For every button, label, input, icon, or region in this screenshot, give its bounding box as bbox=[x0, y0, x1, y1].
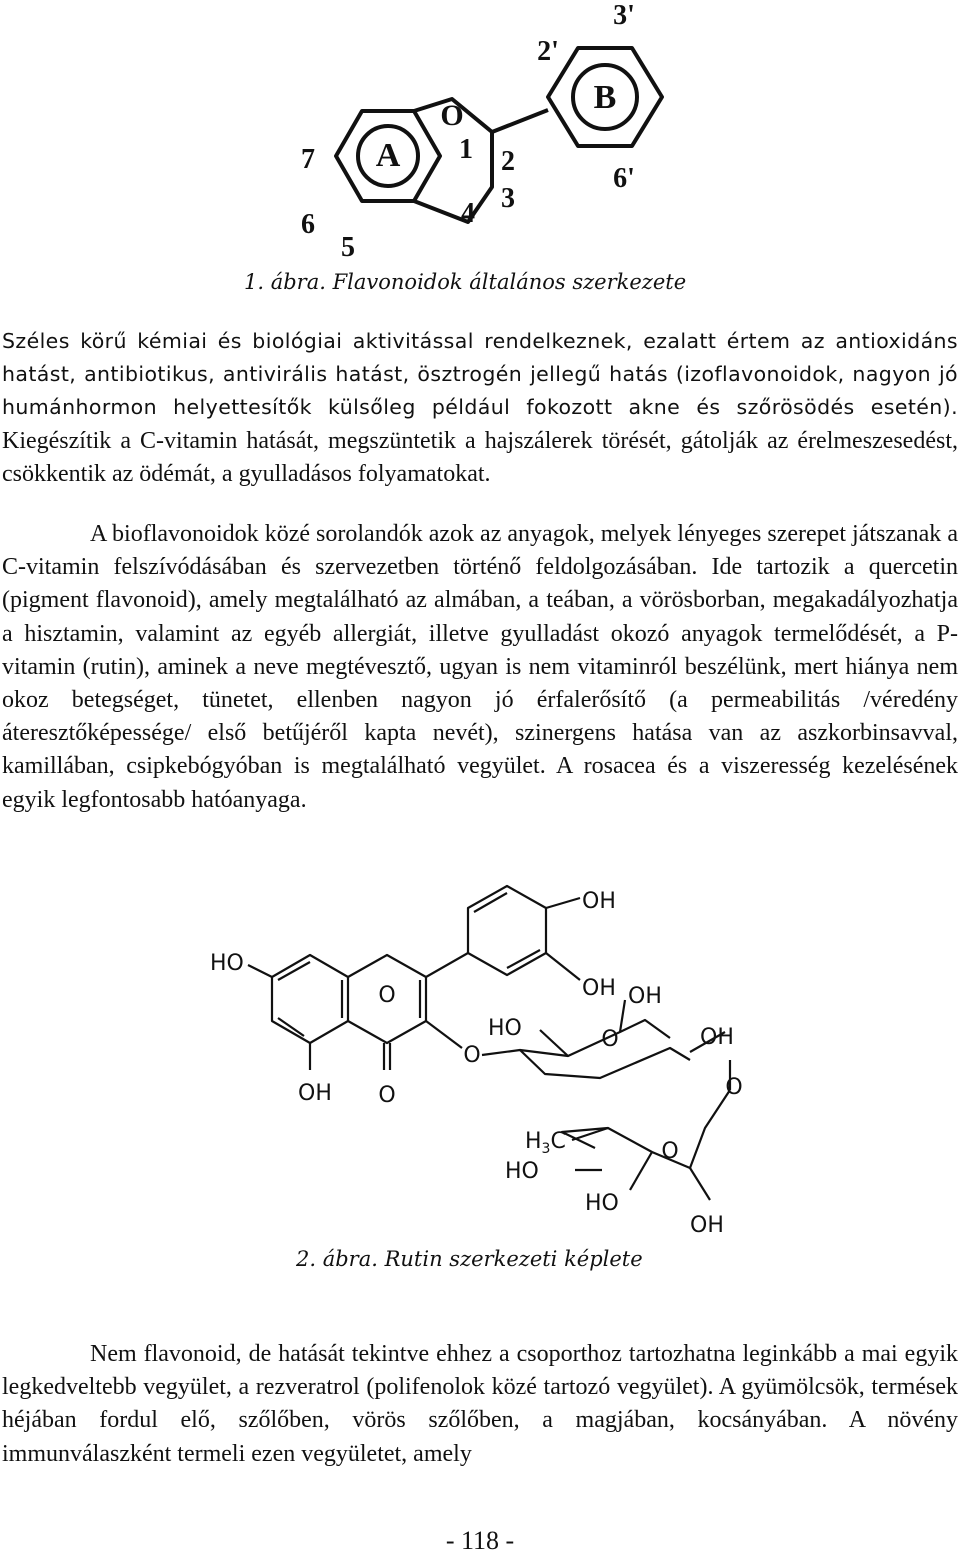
atom-number-4: 4 bbox=[461, 198, 475, 229]
atom-number-7: 7 bbox=[301, 144, 315, 175]
methyl-c: C bbox=[550, 1129, 566, 1154]
oh-label: OH bbox=[690, 1213, 724, 1238]
flavonoid-structure-figure bbox=[280, 0, 700, 270]
sugar-oxygen-label: O bbox=[601, 1027, 619, 1052]
paragraph-3-text: Nem flavonoid, de hatását tekintve ehhez a csoporthoz tartozhatna leginkább a mai egyik legkedveltebb vegyület, a rezveratrol (polifenolok közé tartozó vegyület). A gyümölcsök, termések héjában fordul elő, szőlőben, vörös szőlőben, a magjában, kocsányában. A növény immunválaszként termeli ezen vegyületet, amely bbox=[2, 1341, 958, 1467]
figure-1-caption-text: Flavonoidok általános szerkezete bbox=[325, 270, 687, 294]
atom-number-6-prime: 6' bbox=[613, 163, 635, 194]
glycoside-oxygen-label: O bbox=[463, 1043, 481, 1068]
atom-number-3: 3 bbox=[501, 183, 515, 214]
oh-label: OH bbox=[700, 1025, 734, 1050]
oxygen-label: O bbox=[440, 99, 464, 132]
ketone-oxygen-label: O bbox=[378, 1083, 396, 1108]
atom-number-1: 1 bbox=[459, 134, 473, 165]
rutin-ring-a bbox=[272, 955, 348, 1043]
paragraph-flavonoid-effects bbox=[2, 325, 958, 491]
ring-a-label: A bbox=[375, 137, 401, 174]
ho-label: HO bbox=[210, 951, 244, 976]
paragraph-1-serif-text: Kiegészítik a C-vitamin hatását, megszüntetik a hajszálerek törését, gátolják az érelmeszesedést, csökkentik az ödémát, a gyulladásos folyamatokat. bbox=[2, 427, 958, 487]
ring-b-label: B bbox=[593, 79, 617, 116]
ring-oxygen-label: O bbox=[378, 983, 396, 1008]
methyl-label bbox=[525, 1129, 566, 1157]
figure-2-caption bbox=[296, 1247, 643, 1271]
atom-number-3-prime: 3' bbox=[613, 0, 635, 31]
oh-label: OH bbox=[298, 1081, 332, 1106]
oh-label: OH bbox=[582, 889, 616, 914]
rutin-structure-figure bbox=[200, 870, 780, 1250]
atom-number-2: 2 bbox=[501, 146, 515, 177]
paragraph-1-sans-text: Széles körű kémiai és biológiai aktivitással rendelkeznek, ezalatt értem az antioxidáns hatást, antibiotikus, antivirális hatást, ösztrogén jellegű hatás (izoflavonoidok, nagyon jó humánhormon helyettesítők külsőleg például fokozott akne és szőrösödés esetén). bbox=[2, 329, 958, 420]
atom-number-2-prime: 2' bbox=[537, 36, 559, 67]
rutin-rhamnose-ring bbox=[562, 1090, 730, 1168]
paragraph-2-text: A bioflavonoidok közé sorolandók azok az anyagok, melyek lényeges szerepet játszanak a C-vitamin felszívódásában és szervezetben történő feldolgozásában. Ide tartozik a quercetin (pigment flavonoid), amely megtalálható az almában, a teában, a vörösborban, megakadályozhatja a hisztamin, valamint az egyéb allergiát, illetve gyulladást okozó anyagok termelődését, a P-vitamin (rutin), aminek a neve megtévesztő, ugyan is nem vitaminról beszélünk, mert hiánya nem okoz betegséget, tünetet, ellenben nagyon jó érfalerősítő (a permeabilitás /véredény áteresztőképessége/ első betűjéről kapta nevét), szinergens hatása van az aszkorbinsavval, kamillában, csipkebógyóban is megtalálható vegyület. A rosacea és a viszeresség kezelésének egyik legfontosabb hatóanyaga. bbox=[2, 521, 958, 813]
figure-2-caption-text: Rutin szerkezeti képlete bbox=[377, 1247, 643, 1271]
rutin-ring-b bbox=[468, 886, 546, 975]
sugar-oxygen-label: O bbox=[661, 1139, 679, 1164]
figure-1-caption-number: 1. ábra. bbox=[244, 270, 326, 294]
atom-number-6: 6 bbox=[301, 209, 315, 240]
ho-label: HO bbox=[505, 1159, 539, 1184]
paragraph-bioflavonoids bbox=[2, 518, 958, 817]
figure-1-caption bbox=[244, 270, 686, 294]
oh-label: OH bbox=[582, 976, 616, 1001]
page-number: - 118 - bbox=[445, 1526, 515, 1555]
methyl-subscript: 3 bbox=[541, 1141, 551, 1157]
ho-label: HO bbox=[585, 1191, 619, 1216]
figure-2-caption-number: 2. ábra. bbox=[296, 1247, 378, 1271]
oh-label: OH bbox=[628, 984, 662, 1009]
atom-number-5: 5 bbox=[341, 232, 355, 263]
linking-oxygen-label: O bbox=[725, 1075, 743, 1100]
ho-label: HO bbox=[488, 1016, 522, 1041]
methyl-h: H bbox=[525, 1129, 542, 1154]
paragraph-resveratrol bbox=[2, 1338, 958, 1471]
